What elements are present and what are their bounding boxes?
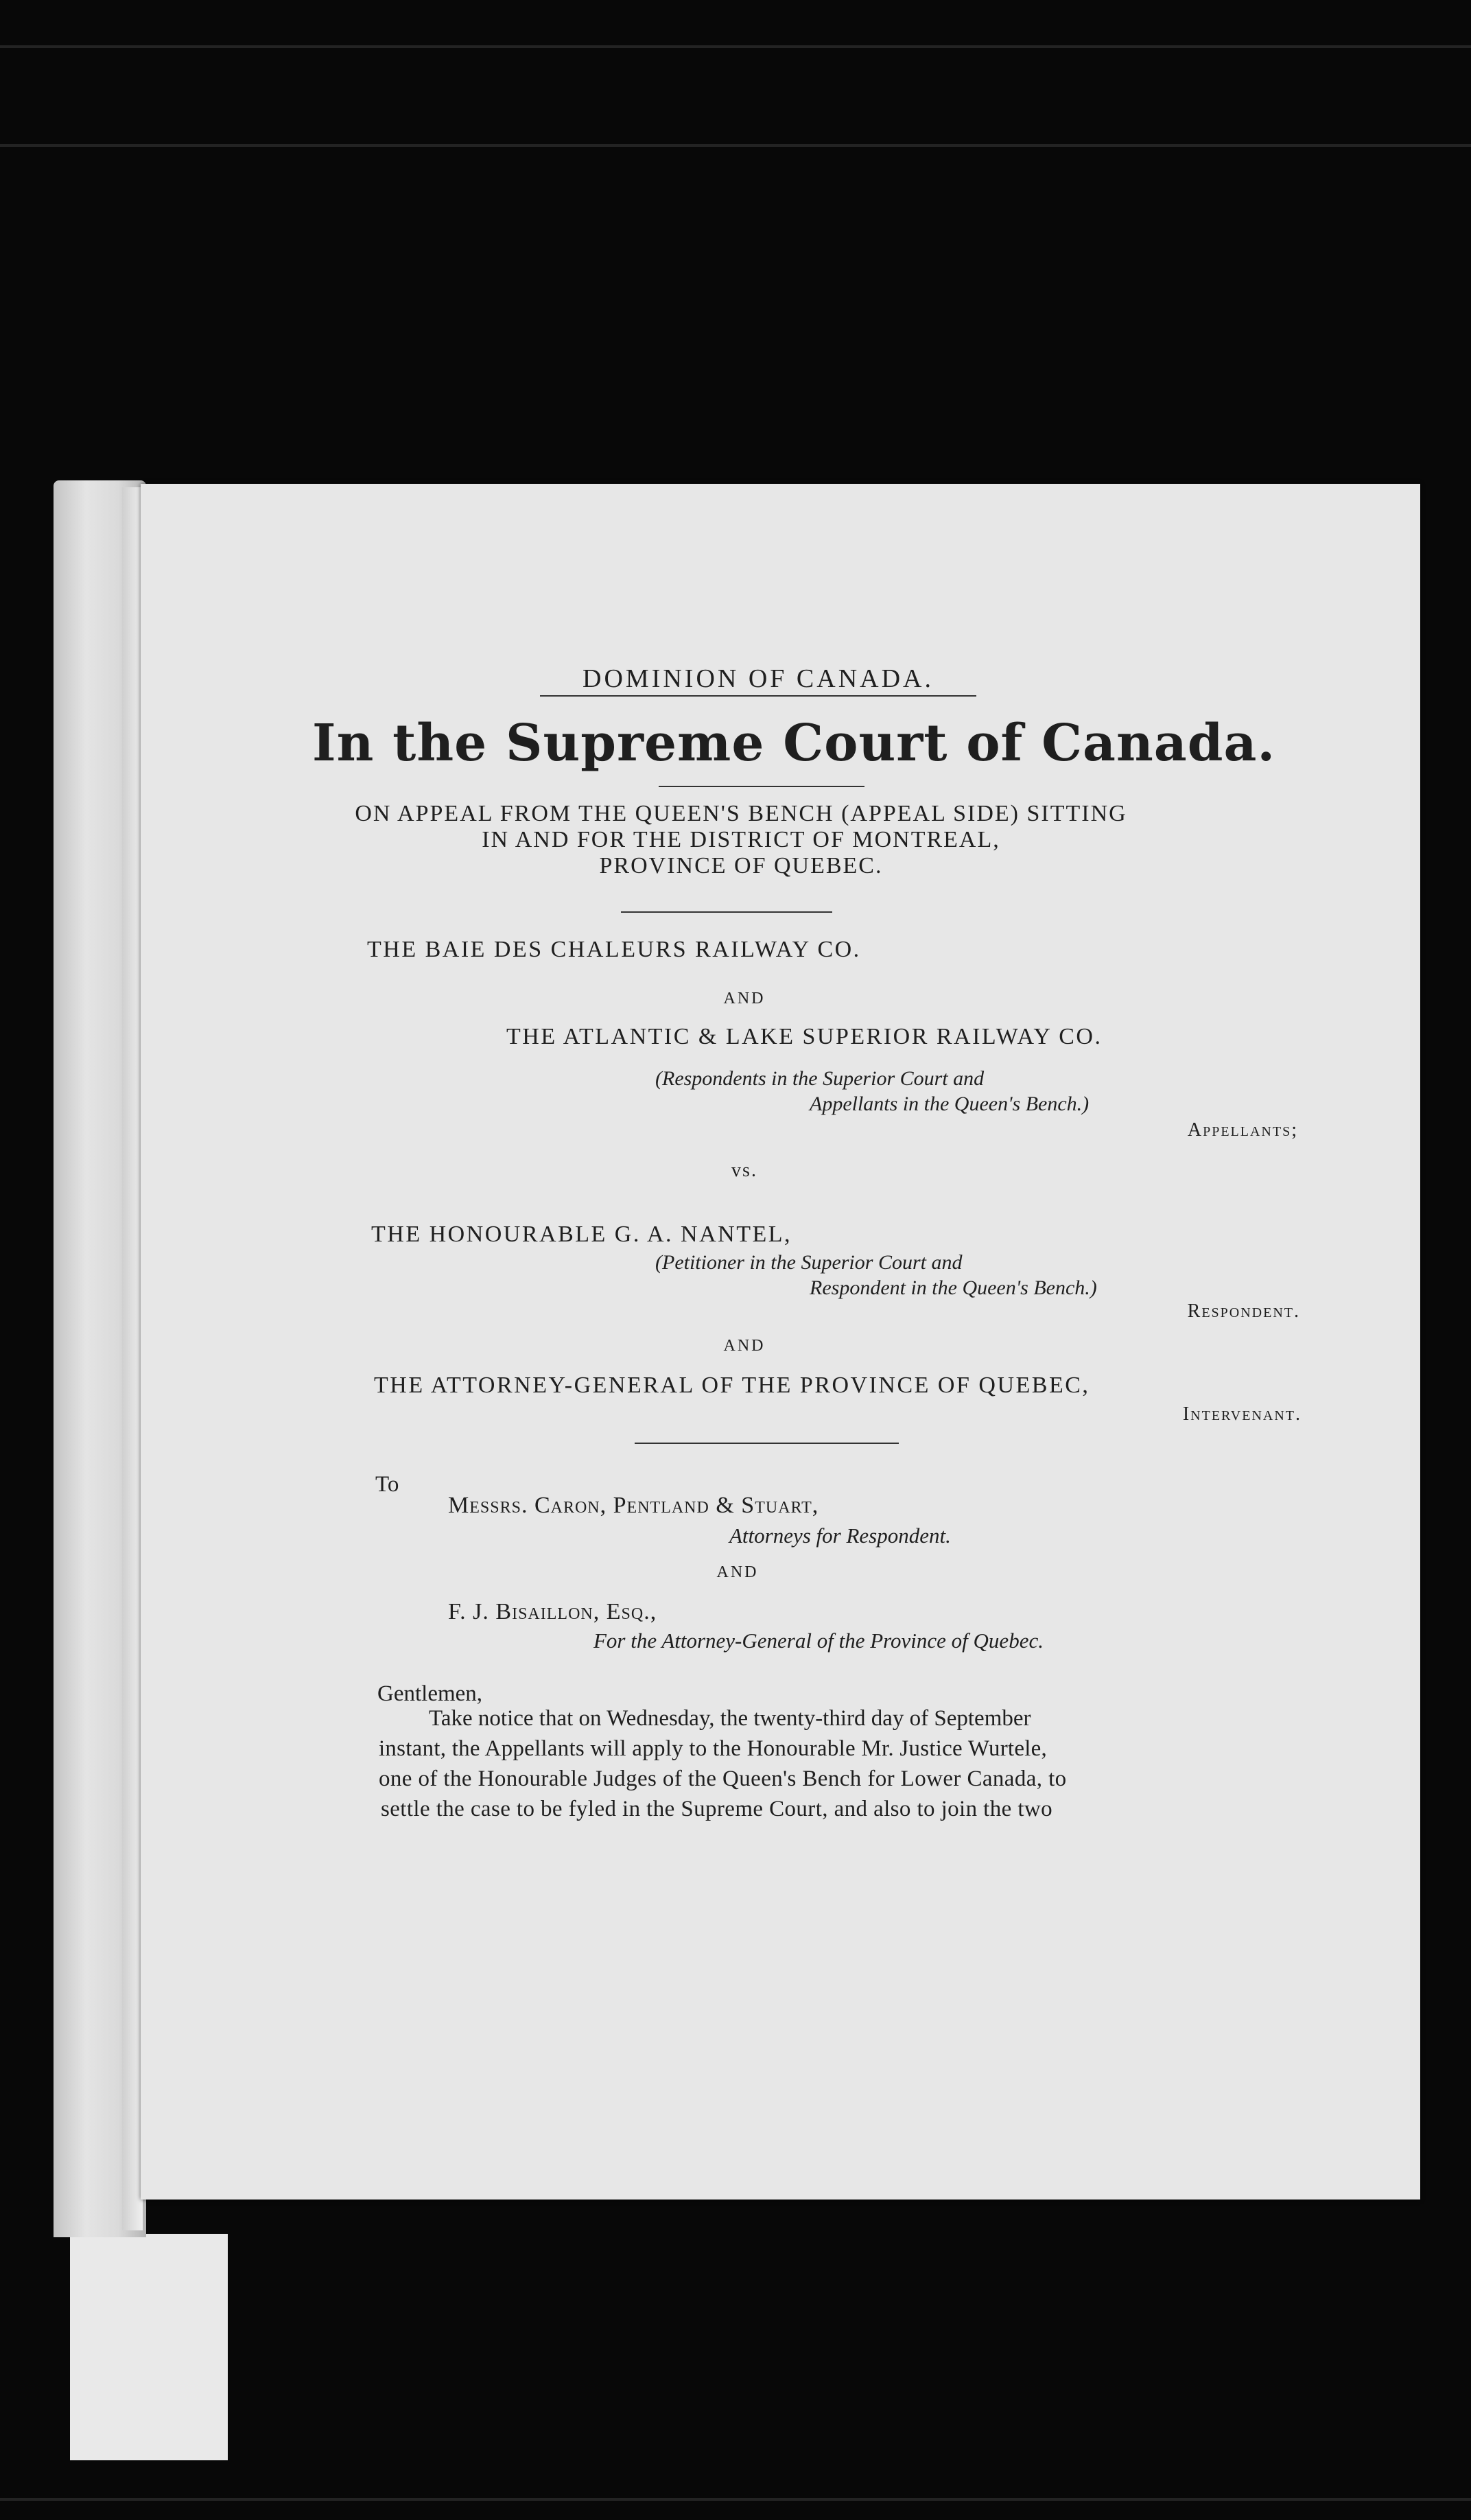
appellant-2: THE ATLANTIC & LAKE SUPERIOR RAILWAY CO. [506, 1024, 1103, 1049]
and-3: AND [716, 1563, 759, 1581]
respondent-note-2: Respondent in the Queen's Bench.) [810, 1276, 1097, 1299]
dominion-heading: DOMINION OF CANADA. [582, 664, 934, 693]
appellants-role: Appellants; [1187, 1119, 1298, 1141]
film-streak [0, 45, 1471, 48]
court-title: In the Supreme Court of Canada. [312, 714, 1276, 773]
section-rule-2 [635, 1443, 899, 1444]
binding-fold [122, 487, 143, 2230]
appellant-1: THE BAIE DES CHALEURS RAILWAY CO. [367, 937, 861, 962]
appellants-note-1: (Respondents in the Superior Court and [655, 1067, 985, 1090]
addressee-2: F. J. Bisaillon, Esq., [448, 1599, 657, 1624]
film-streak [0, 2498, 1471, 2501]
intervenant-role: Intervenant. [1182, 1403, 1302, 1425]
addressee-2-role: For the Attorney-General of the Province of Quebec. [593, 1629, 1044, 1653]
and-2: AND [723, 1337, 766, 1355]
intervenant-name: THE ATTORNEY-GENERAL OF THE PROVINCE OF QUEBEC, [374, 1373, 1090, 1398]
and-1: AND [723, 990, 766, 1007]
body-line-2: instant, the Appellants will apply to the Honourable Mr. Justice Wurtele, [379, 1736, 1048, 1761]
respondent-role: Respondent. [1187, 1300, 1300, 1322]
respondent-name: THE HONOURABLE G. A. NANTEL, [371, 1222, 792, 1247]
appeal-line-2: IN AND FOR THE DISTRICT OF MONTREAL, [482, 827, 1000, 852]
body-line-4: settle the case to be fyled in the Supreme Court, and also to join the two [381, 1797, 1053, 1821]
appeal-line-1: ON APPEAL FROM THE QUEEN'S BENCH (APPEAL SIDE) SITTING [355, 801, 1127, 826]
appellants-note-2: Appellants in the Queen's Bench.) [810, 1093, 1090, 1115]
title-rule [659, 786, 864, 787]
film-streak [0, 144, 1471, 147]
document-page [141, 484, 1420, 2200]
addressee-1: Messrs. Caron, Pentland & Stuart, [448, 1493, 819, 1518]
film-marker-card [70, 2234, 228, 2460]
addressee-1-role: Attorneys for Respondent. [729, 1524, 951, 1548]
body-line-1: Take notice that on Wednesday, the twenty-third day of September [429, 1706, 1031, 1731]
to-label: To [375, 1472, 399, 1497]
salutation: Gentlemen, [377, 1681, 483, 1706]
versus-label: vs. [731, 1160, 757, 1181]
heading-underline [540, 695, 976, 697]
respondent-note-1: (Petitioner in the Superior Court and [655, 1251, 963, 1274]
section-rule-1 [621, 911, 832, 913]
body-line-3: one of the Honourable Judges of the Queen's Bench for Lower Canada, to [379, 1766, 1067, 1791]
appeal-line-3: PROVINCE OF QUEBEC. [599, 853, 883, 878]
